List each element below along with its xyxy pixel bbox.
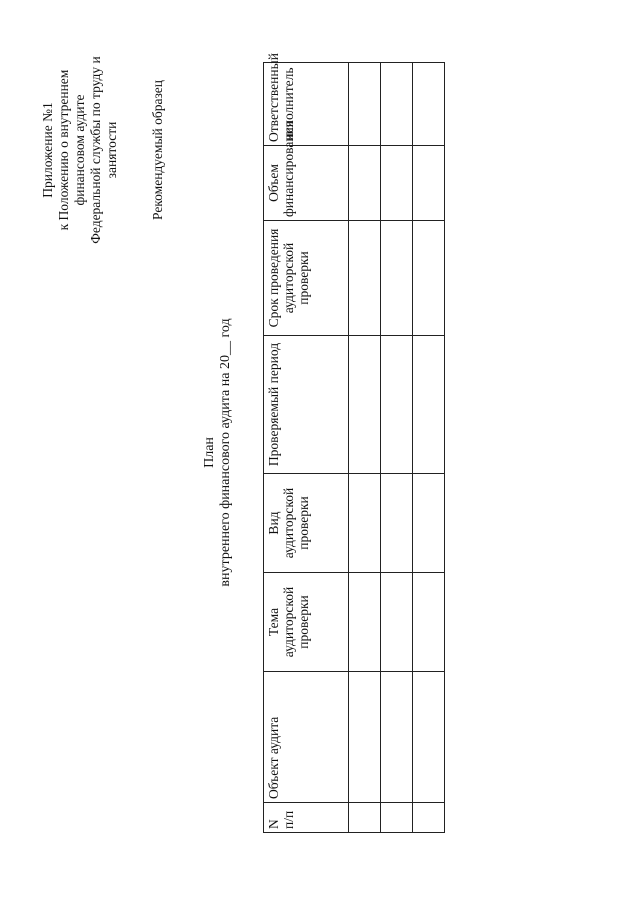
table-cell[interactable] [381, 146, 413, 221]
table-cell[interactable] [413, 573, 445, 672]
plan-title-line1: План [202, 437, 217, 468]
header-audit-object: Объект аудита [264, 672, 349, 803]
appendix-line: финансовом аудите [72, 94, 87, 206]
header-number: N п/п [264, 803, 349, 833]
plan-title [202, 0, 234, 905]
header-audit-term: Срок проведения аудиторской проверки [264, 221, 349, 336]
appendix-line: к Положению о внутреннем [56, 69, 71, 231]
table-cell[interactable] [349, 336, 381, 474]
table-cell[interactable] [381, 672, 413, 803]
table-cell[interactable] [349, 63, 381, 146]
table-cell[interactable] [349, 146, 381, 221]
table-cell[interactable] [413, 63, 445, 146]
header-audit-type: Вид аудиторской проверки [264, 474, 349, 573]
table-cell[interactable] [413, 474, 445, 573]
table-row [413, 63, 445, 833]
table-cell[interactable] [349, 803, 381, 833]
table-cell[interactable] [381, 573, 413, 672]
table-cell[interactable] [381, 336, 413, 474]
appendix-line: занятости [104, 121, 119, 179]
table-cell[interactable] [349, 573, 381, 672]
header-funding-volume: Объем финансирования [264, 146, 349, 221]
audit-plan-table [263, 53, 445, 833]
table-cell[interactable] [413, 221, 445, 336]
table-cell[interactable] [413, 146, 445, 221]
table-row [381, 63, 413, 833]
table-header-row [264, 63, 349, 833]
table-cell[interactable] [381, 474, 413, 573]
table-cell[interactable] [413, 672, 445, 803]
table-cell[interactable] [381, 63, 413, 146]
table-cell[interactable] [349, 474, 381, 573]
table-cell[interactable] [349, 672, 381, 803]
header-audit-topic: Тема аудиторской проверки [264, 573, 349, 672]
appendix-header [40, 45, 120, 255]
header-responsible-person: Ответственный исполнитель [264, 63, 349, 146]
table-cell[interactable] [381, 803, 413, 833]
recommended-sample-label: Рекомендуемый образец [150, 80, 165, 221]
table-cell[interactable] [413, 803, 445, 833]
table-cell[interactable] [413, 336, 445, 474]
header-audited-period: Проверяемый период [264, 336, 349, 474]
table-row [349, 63, 381, 833]
table-cell[interactable] [381, 221, 413, 336]
appendix-line: Приложение №1 [40, 102, 55, 198]
plan-title-line2: внутреннего финансового аудита на 20__ год [218, 318, 233, 587]
appendix-line: Федеральной службы по труду и [88, 56, 103, 244]
table-cell[interactable] [349, 221, 381, 336]
